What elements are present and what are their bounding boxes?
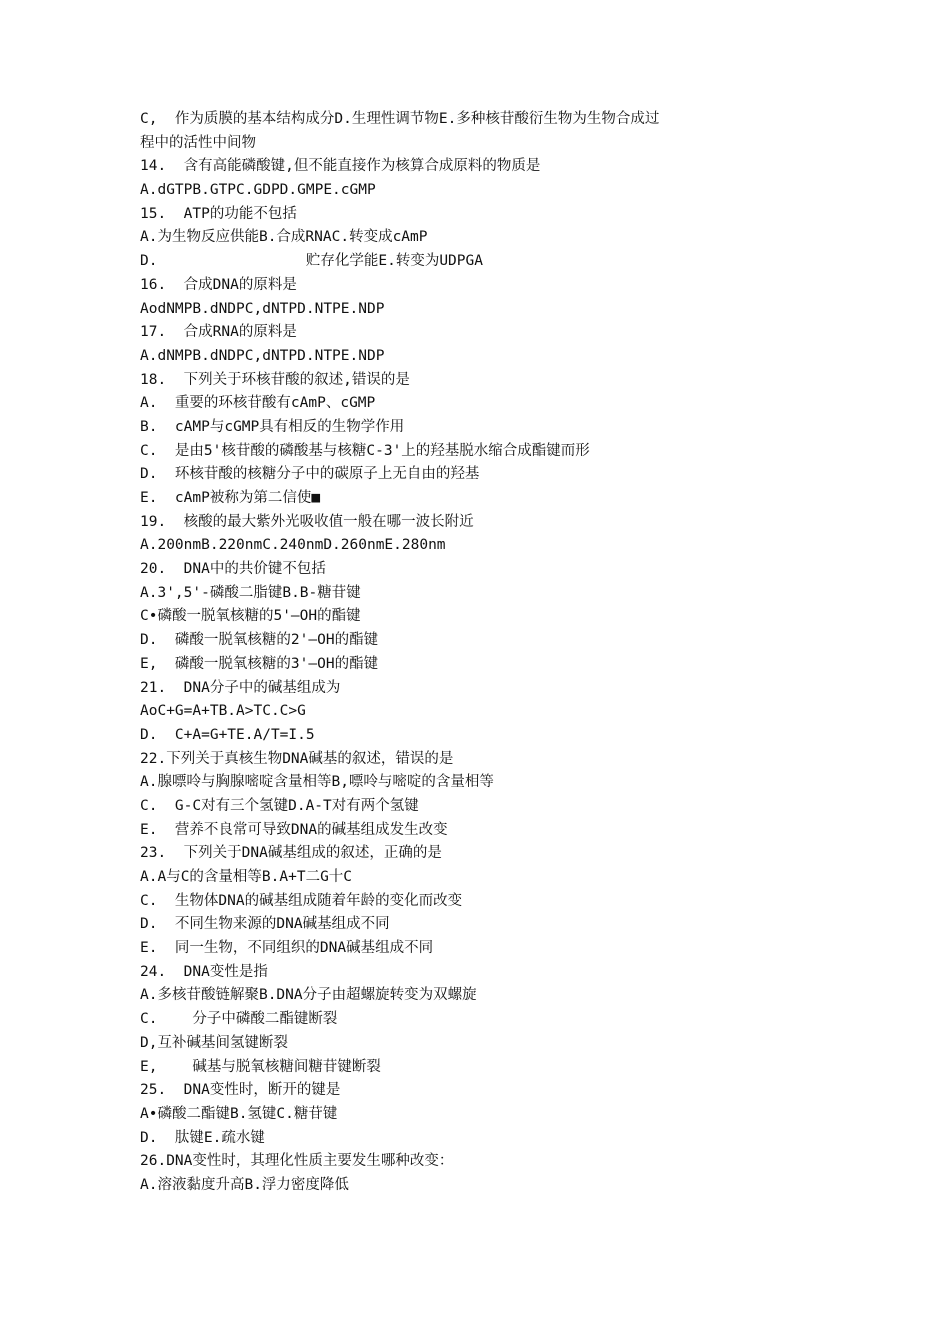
options-24: A.多核苷酸链解聚B.DNA分子由超螺旋转变为双螺旋 [140, 987, 477, 1004]
question-19: 19. 核酸的最大紫外光吸收值一般在哪一波长附近 [140, 513, 474, 530]
question-20: 20. DNA中的共价键不包括 [140, 561, 326, 578]
option-23e: E. 同一生物，不同组织的DNA碱基组成不同 [140, 940, 434, 957]
option-23c: C. 生物体DNA的碱基组成随着年龄的变化而改变 [140, 892, 463, 909]
question-18: 18. 下列关于环核苷酸的叙述,错误的是 [140, 371, 410, 388]
text-line: 程中的活性中间物 [140, 134, 256, 151]
options-20: A.3',5'-磷酸二脂键B.B-糖苷键 [140, 584, 361, 601]
question-23: 23. 下列关于DNA碱基组成的叙述，正确的是 [140, 845, 442, 862]
option-20e: E, 磷酸一脱氧核糖的3'—OH的酯键 [140, 655, 379, 672]
options-17: A.dNMPB.dNDPC,dNTPD.NTPE.NDP [140, 347, 385, 364]
question-14: 14. 含有高能磷酸键,但不能直接作为核算合成原料的物质是 [140, 158, 541, 175]
options-21: AoC+G=A+TB.A>TC.C>G [140, 703, 306, 720]
question-24: 24. DNA变性是指 [140, 963, 268, 980]
options-23: A.A与C的含量相等B.A+T二G十C [140, 869, 353, 885]
question-17: 17. 合成RNA的原料是 [140, 324, 297, 341]
options-16: AodNMPB.dNDPC,dNTPD.NTPE.NDP [140, 300, 385, 317]
question-15: 15. ATP的功能不包括 [140, 205, 297, 222]
option-18e: E. cAmP被称为第二信使■ [140, 490, 321, 506]
options-21: D. C+A=G+TE.A/T=I.5 [140, 726, 315, 743]
option-20d: D. 磷酸一脱氧核糖的2'—OH的酯键 [140, 632, 379, 649]
question-25: 25. DNA变性时，断开的键是 [140, 1082, 341, 1099]
options-19: A.200nmB.220nmC.240nmD.260nmE.280nm [140, 537, 446, 554]
option-18a: A. 重要的环核苷酸有cAmP、cGMP [140, 395, 376, 412]
options-25: A•磷酸二酯键B.氢键C.糖苷键 [140, 1105, 338, 1122]
option-18d: D. 环核苷酸的核糖分子中的碳原子上无自由的羟基 [140, 466, 480, 483]
option-24d: D,互补碱基间氢键断裂 [140, 1034, 288, 1051]
options-26: A.溶液黏度升高B.浮力密度降低 [140, 1176, 349, 1193]
option-20c: C•磷酸一脱氧核糖的5'—OH的酯键 [140, 608, 361, 625]
options-14: A.dGTPB.GTPC.GDPD.GMPE.cGMP [140, 182, 376, 199]
option-18c: C. 是由5'核苷酸的磷酸基与核糖C-3'上的羟基脱水缩合成酯键而形 [140, 442, 590, 459]
options-15: A.为生物反应供能B.合成RNAC.转变成cAmP [140, 229, 428, 246]
question-26: 26.DNA变性时，其理化性质主要发生哪种改变： [140, 1153, 454, 1170]
option-24e: E, 碱基与脱氧核糖间糖苷键断裂 [140, 1058, 381, 1075]
text-line: C, 作为质膜的基本结构成分D.生理性调节物E.多种核苷酸衍生物为生物合成过 [140, 111, 660, 127]
question-16: 16. 合成DNA的原料是 [140, 276, 297, 293]
question-21: 21. DNA分子中的碱基组成为 [140, 679, 341, 696]
document-page [140, 108, 800, 1198]
options-25: D. 肽键E.疏水键 [140, 1129, 265, 1146]
question-22: 22.下列关于真核生物DNA碱基的叙述，错误的是 [140, 750, 454, 767]
options-15: D. 贮存化学能E.转变为UDPGA [140, 253, 483, 270]
option-24c: C. 分子中磷酸二酯键断裂 [140, 1011, 338, 1028]
options-22: A.腺嘌呤与胸腺嘧啶含量相等B,嘌呤与嘧啶的含量相等 [140, 774, 494, 791]
option-23d: D. 不同生物来源的DNA碱基组成不同 [140, 916, 390, 933]
options-22: C. G-C对有三个氢键D.A-T对有两个氢键 [140, 797, 419, 814]
option-22e: E. 营养不良常可导致DNA的碱基组成发生改变 [140, 821, 448, 838]
option-18b: B. cAMP与cGMP具有相反的生物学作用 [140, 418, 405, 435]
